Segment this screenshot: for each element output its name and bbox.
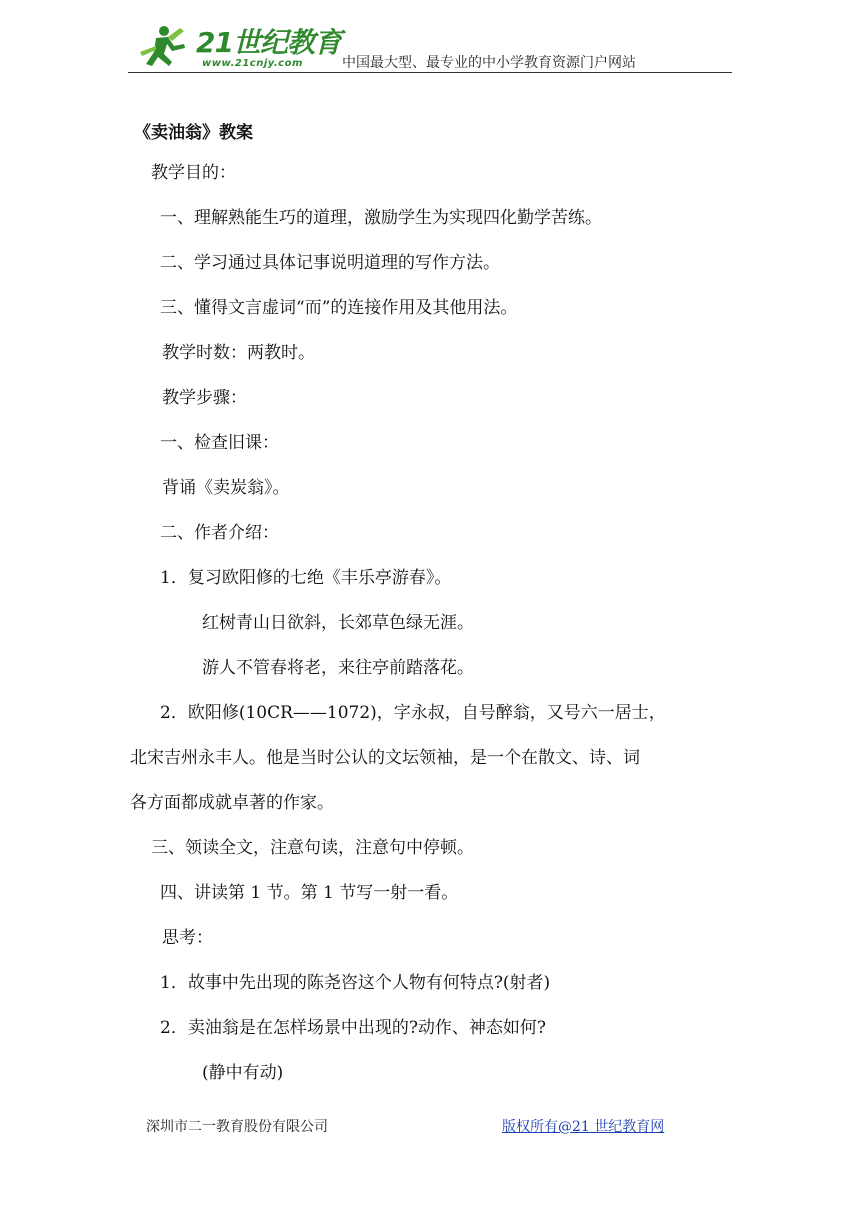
header-divider <box>128 72 732 73</box>
paragraph: 各方面都成就卓著的作家。 <box>130 793 334 813</box>
section-heading-objectives: 教学目的： <box>151 163 236 183</box>
answer-note: (静中有动) <box>202 1063 284 1083</box>
section-heading-steps: 教学步骤： <box>162 388 247 408</box>
footer-company: 深圳市二一教育股份有限公司 <box>146 1119 328 1135</box>
section-heading-thinking: 思考： <box>162 928 213 948</box>
page-header <box>128 22 732 74</box>
site-logo[interactable] <box>134 22 341 72</box>
poem-line: 红树青山日欲斜，长郊草色绿无涯。 <box>202 613 474 633</box>
poem-line: 游人不管春将老，来往亭前踏落花。 <box>202 658 474 678</box>
site-tagline: 中国最大型、最专业的中小学教育资源门户网站 <box>342 55 636 71</box>
step-heading: 四、讲读第 1 节。第 1 节写一射一看。 <box>160 883 459 903</box>
step-heading: 二、作者介绍： <box>160 523 279 543</box>
footer-copyright-link[interactable]: 版权所有@21 世纪教育网 <box>502 1119 665 1135</box>
step-heading: 一、检查旧课： <box>160 433 279 453</box>
teaching-hours: 教学时数：两教时。 <box>162 343 315 363</box>
objective-item: 一、理解熟能生巧的道理，激励学生为实现四化勤学苦练。 <box>160 208 602 228</box>
numbered-item: 1．故事中先出现的陈尧咨这个人物有何特点?(射者) <box>160 973 551 993</box>
paragraph: 背诵《卖炭翁》。 <box>162 478 290 498</box>
step-heading: 三、领读全文，注意句读，注意句中停顿。 <box>151 838 474 858</box>
logo-url: www.21cnjy.com <box>202 58 303 69</box>
logo-text: 21世纪教育 <box>196 26 341 59</box>
numbered-item: 2．欧阳修(10CR——1072)，字永叔，自号醉翁，又号六一居士， <box>160 703 666 723</box>
numbered-item: 1．复习欧阳修的七绝《丰乐亭游春》。 <box>160 568 452 588</box>
objective-item: 三、懂得文言虚词“而”的连接作用及其他用法。 <box>160 298 518 318</box>
numbered-item: 2．卖油翁是在怎样场景中出现的?动作、神态如何? <box>160 1018 547 1038</box>
runner-logo-icon <box>134 22 198 72</box>
objective-item: 二、学习通过具体记事说明道理的写作方法。 <box>160 253 500 273</box>
document-title: 《卖油翁》教案 <box>134 123 253 143</box>
paragraph: 北宋吉州永丰人。他是当时公认的文坛领袖，是一个在散文、诗、词 <box>130 748 640 768</box>
